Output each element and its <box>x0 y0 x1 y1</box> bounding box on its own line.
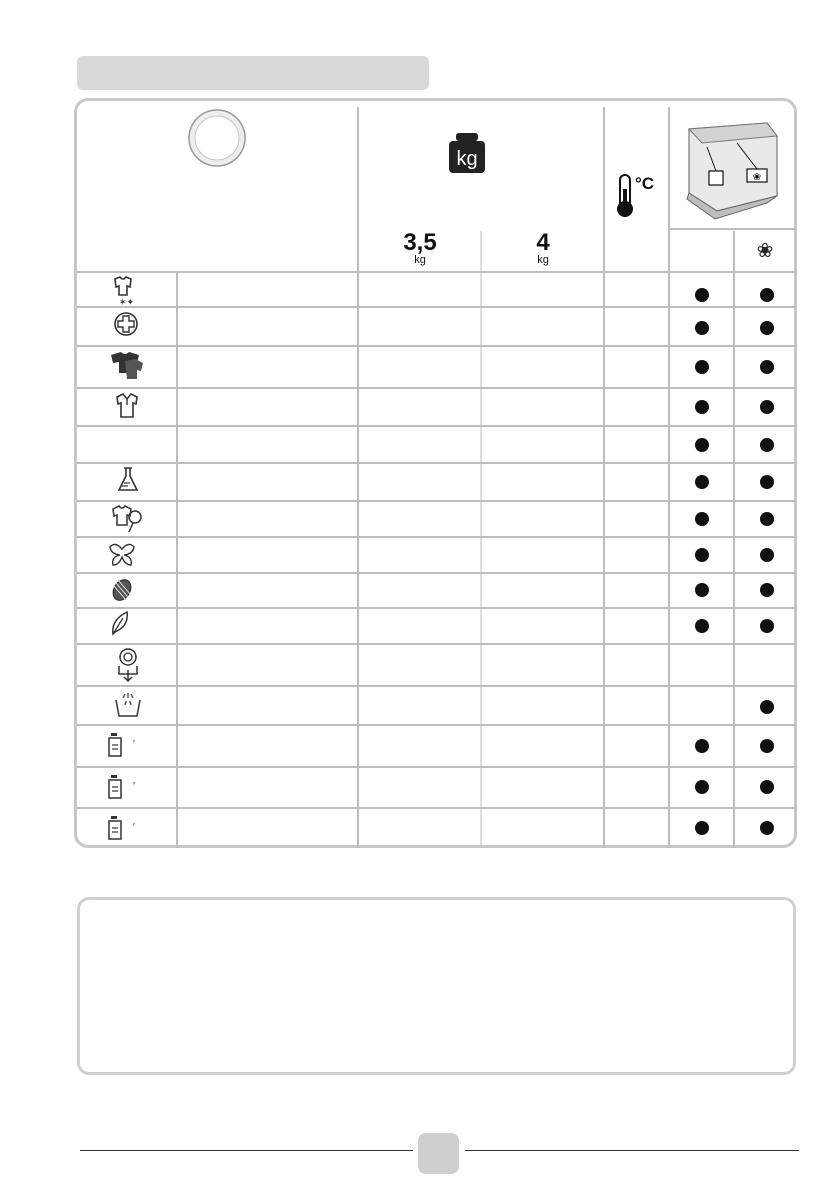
section-title-bar <box>77 56 429 90</box>
load-low-unit: kg <box>537 254 549 266</box>
softener-dot <box>760 548 774 562</box>
load-low-value: 4 <box>536 229 550 256</box>
softener-dot <box>760 512 774 526</box>
spin-drain-icon <box>113 646 143 684</box>
prewash-dot <box>695 475 709 489</box>
shirt-cotton-icon <box>109 503 149 535</box>
load-high-value: 3,5 <box>403 229 437 256</box>
svg-text:′: ′ <box>133 739 135 750</box>
softener-flower-icon: ❀ <box>756 240 774 262</box>
svg-text:❀: ❀ <box>752 172 762 183</box>
page-number-badge <box>418 1133 459 1174</box>
programme-table <box>74 98 797 848</box>
weight-icon <box>449 133 485 173</box>
hygiene-cross-icon <box>111 309 141 339</box>
svg-text:′: ′ <box>133 781 135 792</box>
butterfly-icon <box>107 541 137 569</box>
polo-shirt-icon <box>111 391 143 423</box>
softener-dot <box>760 821 774 835</box>
temperature-unit: °C <box>635 174 655 193</box>
leaf-icon <box>109 610 131 636</box>
shirt-stain-icon <box>107 275 139 307</box>
prewash-dot <box>695 548 709 562</box>
detergent-drawer-icon <box>687 123 777 219</box>
svg-text:✶✦: ✶✦ <box>119 297 135 307</box>
wool-yarn-icon <box>109 575 135 605</box>
weight-timer-icon <box>107 729 147 759</box>
weight-icon-label: kg <box>456 148 478 170</box>
programme-knob-icon <box>189 110 245 166</box>
prewash-dot <box>695 438 709 452</box>
softener-dot <box>760 400 774 414</box>
prewash-dot <box>695 619 709 633</box>
prewash-dot <box>695 400 709 414</box>
prewash-dot <box>695 739 709 753</box>
softener-dot <box>760 360 774 374</box>
weight-timer-icon <box>107 771 147 801</box>
softener-dot <box>760 288 774 302</box>
prewash-dot <box>695 780 709 794</box>
prewash-dot <box>695 821 709 835</box>
softener-dot <box>760 700 774 714</box>
softener-dot <box>760 438 774 452</box>
softener-dot <box>760 475 774 489</box>
mixed-clothes-icon <box>107 349 147 383</box>
load-high-unit: kg <box>414 254 426 266</box>
prewash-dot <box>695 360 709 374</box>
rinse-icon <box>113 690 143 720</box>
softener-dot <box>760 321 774 335</box>
prewash-dot <box>695 583 709 597</box>
weight-timer-icon <box>107 812 147 842</box>
softener-dot <box>760 619 774 633</box>
footer-rule-right <box>465 1150 799 1151</box>
softener-dot <box>760 739 774 753</box>
softener-dot <box>760 583 774 597</box>
prewash-dot <box>695 321 709 335</box>
flask-icon <box>115 465 141 495</box>
table-grid <box>77 101 800 851</box>
prewash-dot <box>695 512 709 526</box>
thermometer-icon <box>617 175 633 217</box>
softener-dot <box>760 780 774 794</box>
svg-text:′: ′ <box>133 822 135 833</box>
note-box <box>77 897 796 1075</box>
footer-rule-left <box>80 1150 413 1151</box>
prewash-dot <box>695 288 709 302</box>
